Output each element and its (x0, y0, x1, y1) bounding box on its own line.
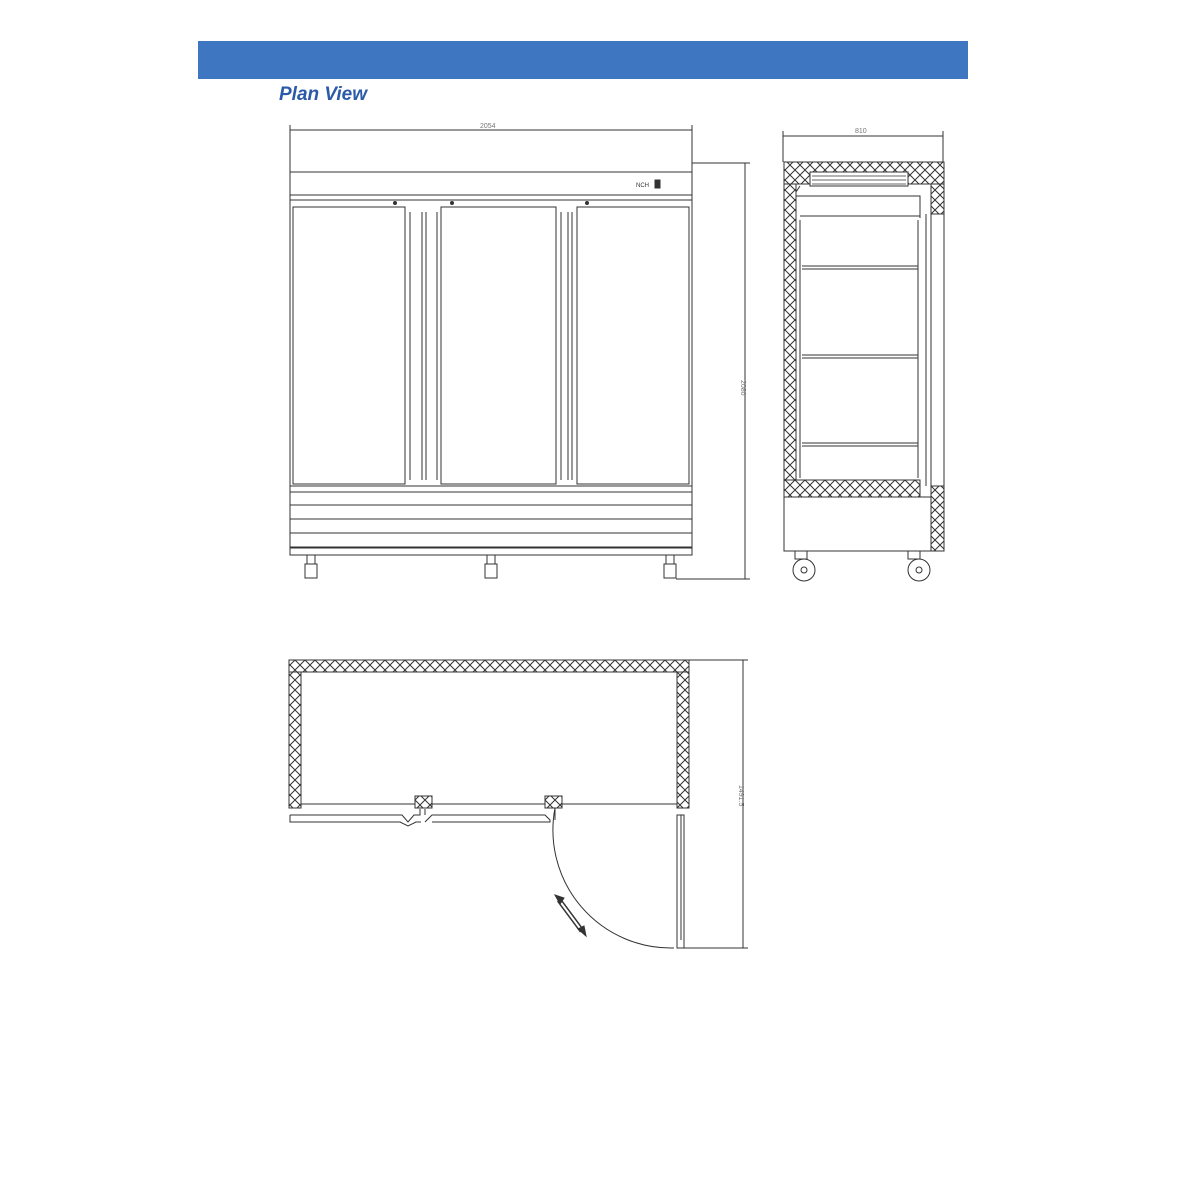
door-right (577, 207, 689, 484)
plan-left-wall (289, 672, 301, 808)
door-bottom-insulation (931, 486, 944, 551)
base-grille (290, 486, 692, 555)
swing-arrow (555, 895, 586, 936)
caster-left (305, 555, 317, 578)
depth-dimension (783, 128, 943, 162)
front-view (290, 123, 750, 579)
section-title: Plan View (279, 84, 367, 105)
back-insulation (784, 184, 796, 497)
height-dim-label: 2080 (739, 380, 746, 396)
depth-dim-label: 810 (855, 128, 867, 135)
plan-back-wall (289, 660, 689, 672)
plan-depth-dim-label: 1491.5 (737, 785, 744, 807)
caster-center (485, 555, 497, 578)
cabinet-outline (290, 172, 692, 554)
side-view (783, 128, 944, 581)
width-dimension (290, 123, 692, 172)
door-left (293, 207, 405, 484)
plan-depth-dimension (684, 660, 748, 948)
plan-right-wall (677, 672, 689, 808)
floor-insulation (784, 480, 920, 497)
height-dimension (676, 163, 750, 579)
shelves (802, 266, 918, 446)
door-center (441, 207, 556, 484)
door-top-insulation (931, 184, 944, 214)
handle-right (556, 210, 577, 484)
control-panel (636, 180, 660, 189)
control-label: NCH (636, 183, 649, 189)
plan-view (289, 660, 748, 948)
mullion-post-left (415, 796, 432, 808)
handle-left (405, 210, 441, 484)
caster-right (664, 555, 676, 578)
side-caster-back (908, 551, 930, 581)
side-base (784, 497, 931, 551)
mullion-post-right (545, 796, 562, 808)
width-dim-label: 2054 (480, 123, 496, 130)
side-caster-front (793, 551, 815, 581)
